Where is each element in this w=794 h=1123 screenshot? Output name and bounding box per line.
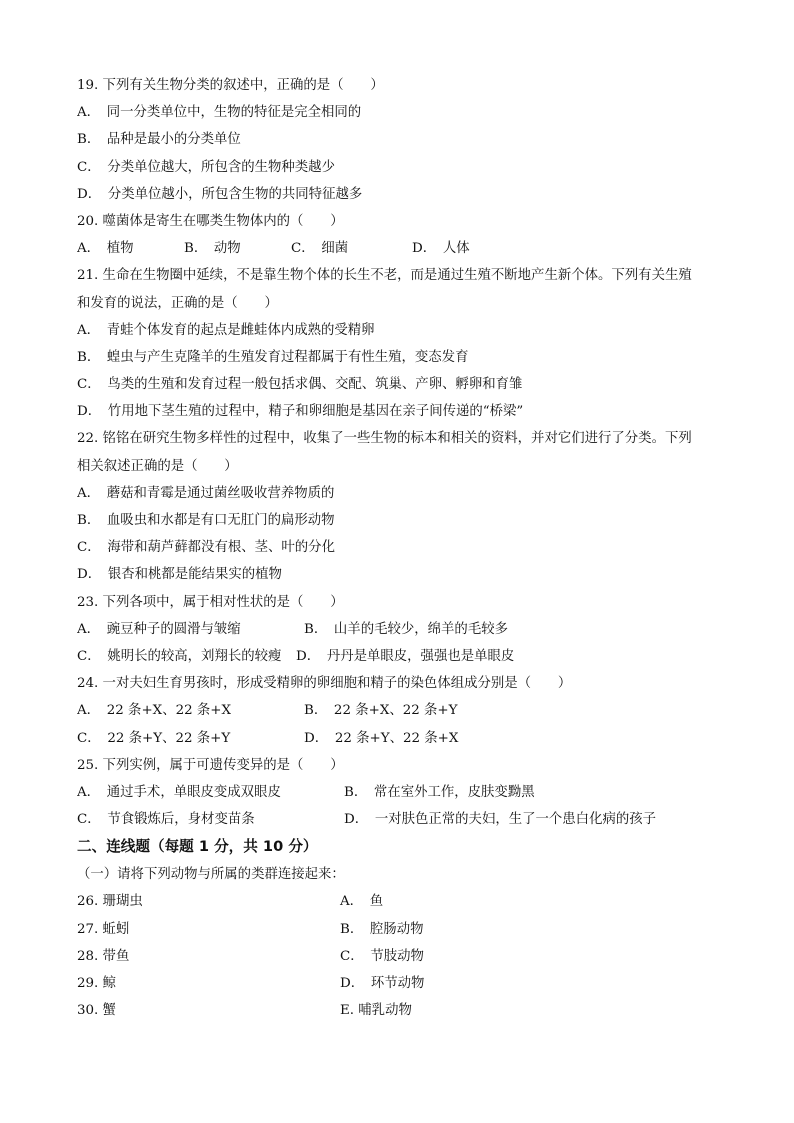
question-24-option-d: D． 22 条+Y、22 条+X [304,730,459,746]
question-20-option-d: D． 人体 [412,241,470,257]
matching-row [77,888,722,915]
question-22-stem-line2: 相关叙述正确的是（ ） [77,458,238,474]
matching-right-item[interactable]: B． 腔肠动物 [340,921,424,937]
matching-right-item[interactable]: D． 环节动物 [340,976,425,991]
question-24-options-row1 [77,697,722,724]
question-20-options [77,235,722,262]
question-21-option-a: A． 青蛙个体发育的起点是雌蛙体内成熟的受精卵 [77,322,375,338]
question-24-option-b: B． 22 条+X、22 条+Y [304,703,458,719]
matching-left-item[interactable]: 30. 蟹 [77,1003,116,1019]
matching-right-item[interactable]: A． 鱼 [340,894,384,910]
matching-row [77,916,722,943]
question-19-stem: 19. 下列有关生物分类的叙述中，正确的是（ ） [77,78,384,93]
question-23-stem: 23. 下列各项中，属于相对性状的是（ ） [77,594,344,610]
question-20-option-c: C． 细菌 [291,241,349,257]
question-25-option-d: D． 一对肤色正常的夫妇，生了一个患白化病的孩子 [344,812,657,828]
question-21-option-b: B． 蝗虫与产生克隆羊的生殖发育过程都属于有性生殖，变态发育 [77,349,469,365]
question-25-option-c: C． 节食锻炼后，身材变苗条 [77,812,255,828]
question-25-stem: 25. 下列实例，属于可遗传变异的是（ ） [77,757,344,773]
question-23-options-row1 [77,616,722,643]
question-22-option-c: C． 海带和葫芦藓都没有根、茎、叶的分化 [77,540,335,556]
matching-left-item[interactable]: 26. 珊瑚虫 [77,894,143,910]
question-22-option-a: A． 蘑菇和青霉是通过菌丝吸收营养物质的 [77,485,335,501]
question-24-option-c: C． 22 条+Y、22 条+Y [77,730,231,746]
question-24-option-a: A． 22 条+X、22 条+X [77,703,232,719]
question-22-option-b: B． 血吸虫和水都是有口无肛门的扁形动物 [77,513,335,528]
question-20-option-b: B． 动物 [184,241,241,257]
section-2-title: 二、连线题（每题 1 分，共 10 分） [77,838,318,856]
question-25-options-row2 [77,806,722,833]
matching-left-item[interactable]: 29. 鲸 [77,976,116,991]
question-20-option-a: A． 植物 [77,241,134,257]
question-19-option-c: C． 分类单位越大，所包含的生物种类越少 [77,159,335,175]
question-22-stem-line1: 22. 铭铭在研究生物多样性的过程中，收集了一些生物的标本和相关的资料，并对它们进行了分类。下列 [77,431,692,447]
question-21-stem-line2: 和发育的说法，正确的是（ ） [77,295,278,311]
question-25-options-row1 [77,779,722,806]
question-23-options-row2 [77,643,722,670]
exam-page [77,72,722,1024]
question-21-option-d: D． 竹用地下茎生殖的过程中，精子和卵细胞是基因在亲子间传递的“桥梁” [77,404,524,420]
question-20-stem: 20. 噬菌体是寄生在哪类生物体内的（ ） [77,213,344,229]
question-19-option-d: D． 分类单位越小，所包含生物的共同特征越多 [77,186,363,202]
matching-row [77,997,722,1024]
question-21-option-c: C． 鸟类的生殖和发育过程一般包括求偶、交配、筑巢、产卵、孵卵和育雏 [77,377,523,393]
question-25-option-a: A． 通过手术，单眼皮变成双眼皮 [77,784,281,800]
question-24-stem: 24. 一对夫妇生育男孩时，形成受精卵的卵细胞和精子的染色体组成分别是（ ） [77,676,572,692]
question-23-option-b: B． 山羊的毛较少，绵羊的毛较多 [304,621,508,637]
question-19-option-b: B． 品种是最小的分类单位 [77,132,241,148]
question-23-option-c: C． 姚明长的较高，刘翔长的较瘦 [77,648,282,664]
matching-row [77,970,722,997]
matching-row [77,943,722,970]
matching-left-item[interactable]: 28. 带鱼 [77,948,130,964]
section-2-instruction: （一）请将下列动物与所属的类群连接起来： [77,867,345,883]
matching-left-item[interactable]: 27. 蚯蚓 [77,921,130,937]
question-22-option-d: D． 银杏和桃都是能结果实的植物 [77,567,282,583]
matching-right-item[interactable]: C． 节肢动物 [340,948,424,964]
question-24-options-row2 [77,725,722,752]
matching-right-item[interactable]: E. 哺乳动物 [340,1003,412,1019]
question-19-option-a: A． 同一分类单位中，生物的特征是完全相同的 [77,105,362,121]
question-21-stem-line1: 21. 生命在生物圈中延续，不是靠生物个体的长生不老，而是通过生殖不断地产生新个体。下列有关生殖 [77,268,692,284]
question-23-option-a: A． 豌豆种子的圆滑与皱缩 [77,621,241,637]
question-23-option-d: D． 丹丹是单眼皮，强强也是单眼皮 [296,648,515,664]
question-25-option-b: B． 常在室外工作，皮肤变黝黑 [344,784,535,800]
